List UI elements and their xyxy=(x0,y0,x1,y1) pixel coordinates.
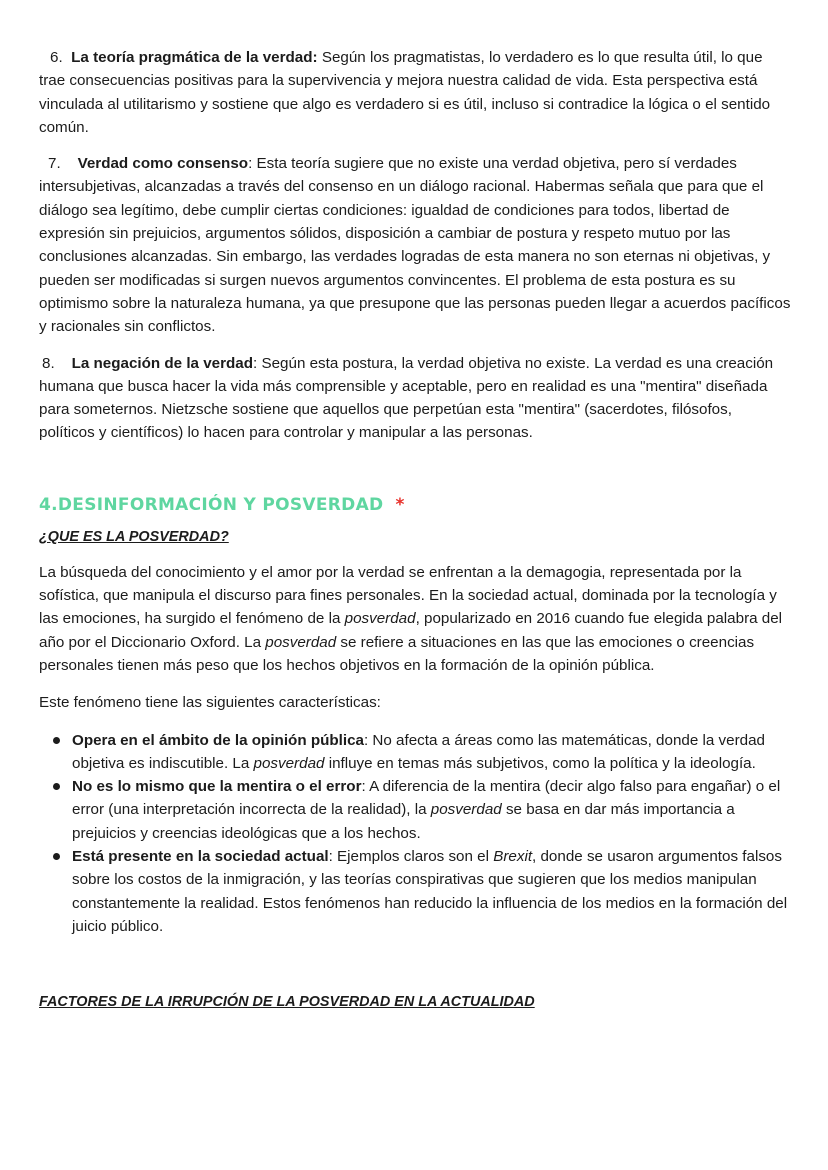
item-text: : Esta teoría sugiere que no existe una verdad objetiva, pero sí verdades intersubjetivas, alcanzadas a través del consenso en un diálogo racional. Habermas señala que para que el diálogo sea legítimo, debe cumplir ciertas condiciones: igualdad de condiciones para todos, libertad de expresión sin prejuicios, argumentos sólidos, disposición a cambiar de postura y respeto mutuo por las conclusiones alcanzadas. Sin embargo, las verdades logradas de esta manera no son eternas ni objetivas, y pueden ser modificadas si surgen nuevos argumentos convincentes. El problema de esta postura es su optimismo sobre la naturaleza humana, ya que presupone que las personas pueden llegar a acuerdos pacíficos y racionales sin conflictos. xyxy=(39,155,791,336)
bullet-emphasis: posverdad xyxy=(430,801,502,819)
item-title: La negación de la verdad xyxy=(71,354,254,372)
bullet-text: se basa en dar más importancia a prejuicios y creencias ideológicas que a los hechos. xyxy=(72,801,735,842)
intro-paragraph xyxy=(39,561,791,677)
item-title: La teoría pragmática de la verdad: xyxy=(71,49,318,66)
item-number: 6. xyxy=(50,49,63,66)
bullet-title: No es lo mismo que la mentira o el error xyxy=(72,778,362,796)
characteristics-list xyxy=(39,729,791,939)
required-star-icon: * xyxy=(395,494,405,515)
bullet-icon xyxy=(53,737,60,744)
numbered-item-7 xyxy=(39,152,791,338)
list-item xyxy=(39,729,791,776)
subheading: ¿QUE ES LA POSVERDAD? xyxy=(39,528,229,545)
bullet-icon xyxy=(53,783,60,790)
item-text: : Según esta postura, la verdad objetiva no existe. La verdad es una creación humana que busca hacer la vida más comprensible y aceptable, pero en realidad es una "mentira" diseñada para someternos. Nietzsche sostiene que aquellos que perpetúan esta "mentira" (sacerdotes, filósofos, políticos y científicos) lo hacen para controlar y manipular a las personas. xyxy=(39,354,774,442)
bullet-emphasis: posverdad xyxy=(253,754,325,772)
bullet-text: : A diferencia de la mentira (decir algo falso para engañar) o el error (una interpretación incorrecta de la realidad), la xyxy=(72,778,781,819)
intro-text: La búsqueda del conocimiento y el amor por la verdad se enfrentan a la demagogia, representada por la sofística, que manipula el discurso para fines personales. En la sociedad actual, dominada por la tecnología y las emociones, ha surgido el fenómeno de la xyxy=(39,563,777,628)
bullet-text: influye en temas más subjetivos, como la política y la ideología. xyxy=(324,754,756,772)
intro-emphasis: posverdad xyxy=(265,633,337,651)
bullet-title: Opera en el ámbito de la opinión pública xyxy=(72,731,364,749)
item-title: Verdad como consenso xyxy=(77,155,249,173)
intro-emphasis: posverdad xyxy=(344,610,416,628)
bullet-text: , donde se usaron argumentos falsos sobre los costos de la inmigración, y las teorías conspirativas que sugieren que los medios manipulan constantemente la realidad. Estos fenómenos han reducido la influencia de los medios en la formación del juicio público. xyxy=(72,848,788,935)
intro-text: se refiere a situaciones en las que las emociones o creencias personales tienen más peso que los hechos objetivos en la formación de la opinión pública. xyxy=(39,633,755,674)
bullet-emphasis: Brexit xyxy=(493,848,533,866)
document-page xyxy=(39,46,791,1010)
intro-text: , popularizado en 2016 cuando fue elegida palabra del año por el Diccionario Oxford. La xyxy=(39,610,783,651)
bullet-title: Está presente en la sociedad actual xyxy=(72,848,329,866)
bullet-text: : No afecta a áreas como las matemáticas, donde la verdad objetiva es indiscutible. La xyxy=(72,731,765,772)
numbered-item-6 xyxy=(39,46,791,139)
list-item xyxy=(39,775,791,845)
factors-heading: FACTORES DE LA IRRUPCIÓN DE LA POSVERDAD EN LA ACTUALIDAD xyxy=(39,994,535,1011)
characteristics-intro: Este fenómeno tiene las siguientes características: xyxy=(39,694,381,712)
numbered-item-8 xyxy=(39,352,791,445)
item-text: Según los pragmatistas, lo verdadero es lo que resulta útil, lo que trae consecuencias positivas para la supervivencia y mejora nuestra calidad de vida. Esta perspectiva está vinculada al utilitarismo y sostiene que algo es verdadero si es útil, incluso si contradice la lógica o el sentido común. xyxy=(39,49,771,136)
item-number: 8. xyxy=(42,354,55,372)
section-heading xyxy=(39,495,791,515)
bullet-text: : Ejemplos claros son el xyxy=(328,848,494,866)
section-heading-text: 4.DESINFORMACIÓN Y POSVERDAD xyxy=(39,494,384,515)
item-number: 7. xyxy=(48,155,61,173)
bullet-icon xyxy=(53,853,60,860)
list-item xyxy=(39,845,791,938)
